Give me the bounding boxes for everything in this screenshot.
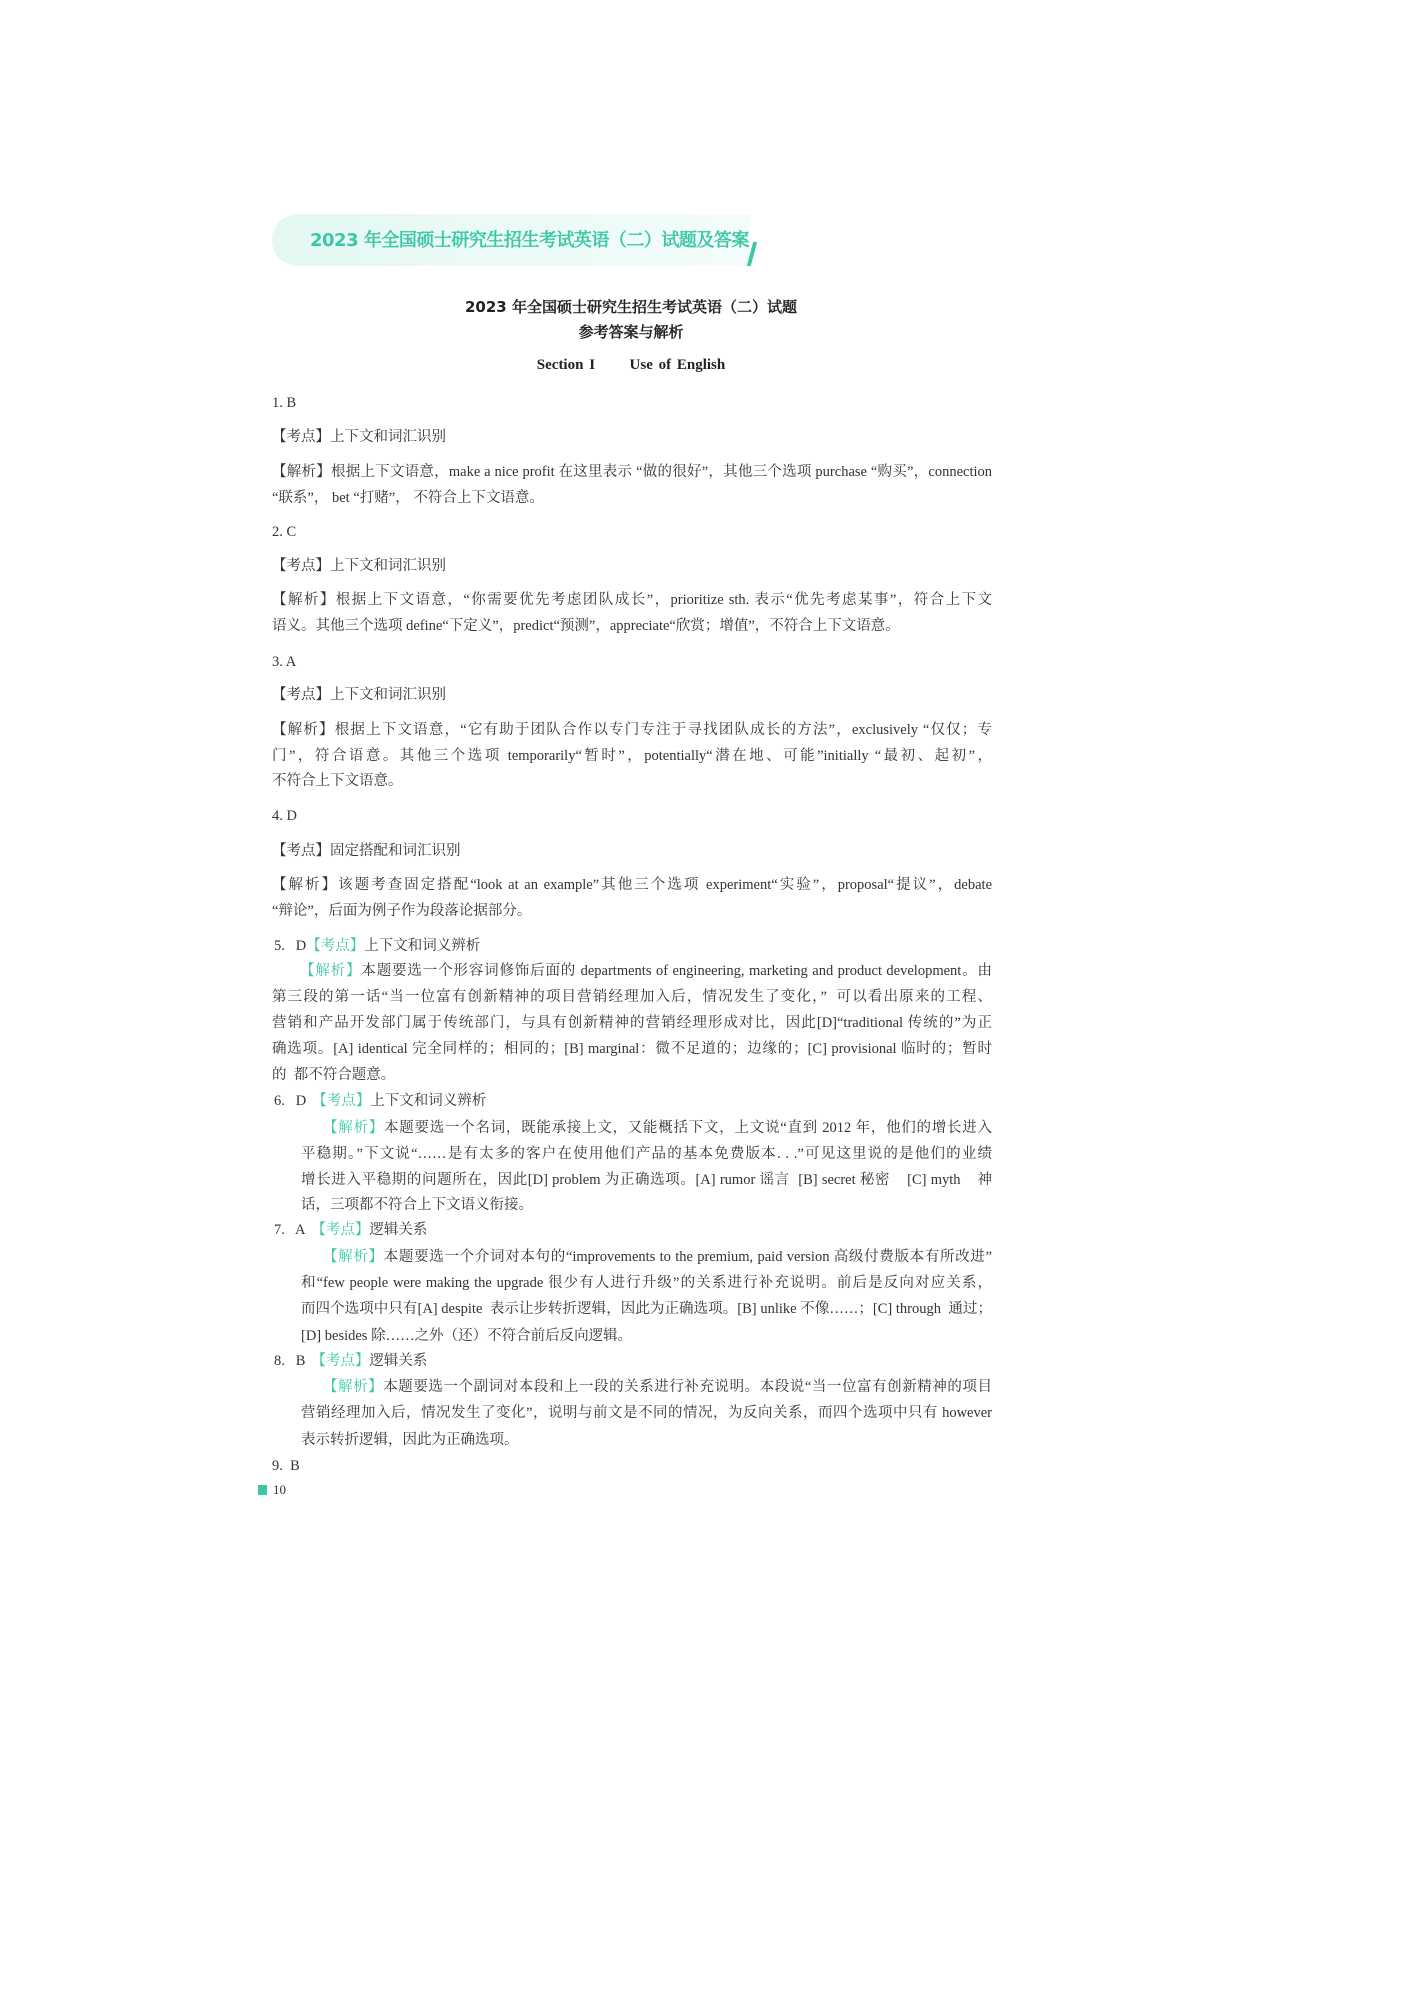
answer-number: 3. A	[272, 654, 297, 670]
analysis-text: 而四个选项中只有[A] despite 表示让步转折逻辑，因此为正确选项。[B] unlike 不像……；[C] through 通过；	[301, 1301, 992, 1317]
answer-number: 4. D	[272, 808, 297, 824]
document-subtitle: 参考答案与解析	[578, 323, 684, 341]
analysis-text: “联系”， bet “打赌”， 不符合上下文语意。	[272, 490, 544, 506]
analysis-line	[272, 876, 992, 894]
analysis-line	[323, 1248, 992, 1266]
analysis-line	[272, 591, 992, 609]
analysis-line	[300, 962, 992, 980]
kaodian-text: 上下文和词汇识别	[330, 687, 446, 703]
answer-header	[274, 1352, 427, 1370]
analysis-text: 营销和产品开发部门属于传统部门，与具有创新精神的营销经理形成对比，因此[D]“traditional 传统的”为正	[272, 1015, 992, 1031]
jiexi-tag: 【解析】	[272, 722, 335, 738]
analysis-line	[323, 1378, 992, 1396]
analysis-text: “辩论”，后面为例子作为段落论据部分。	[272, 903, 532, 919]
document-title: 2023 年全国硕士研究生招生考试英语（二）试题	[465, 298, 797, 316]
analysis-line	[272, 489, 992, 507]
answer-number: 6. D	[274, 1093, 307, 1109]
header-banner	[272, 214, 750, 266]
analysis-line	[301, 1431, 992, 1449]
analysis-line	[301, 1171, 992, 1189]
analysis-text: [D] besides 除……之外（还）不符合前后反向逻辑。	[301, 1328, 633, 1344]
jiexi-tag: 【解析】	[323, 1120, 384, 1136]
analysis-line	[301, 1274, 992, 1292]
answer-header	[274, 937, 480, 955]
jiexi-tag: 【解析】	[272, 592, 336, 608]
analysis-text: 平稳期。”下文说“……是有太多的客户在使用他们产品的基本免费版本. . .”可见这里说的是他们的业绩	[301, 1146, 992, 1162]
analysis-text: 该题考查固定搭配“look at an example”其他三个选项 experiment“实验”，proposal“提议”，debate	[338, 877, 992, 893]
analysis-line	[272, 772, 992, 790]
kaodian-tag: 【考点】	[312, 1093, 371, 1109]
analysis-text: 话，三项都不符合上下文语义衔接。	[301, 1197, 533, 1213]
kaodian-tag: 【考点】	[306, 938, 365, 954]
answer-number: 5. D	[274, 938, 307, 954]
analysis-text: 和“few people were making the upgrade 很少有人进行升级”的关系进行补充说明。前后是反向对应关系，	[301, 1275, 992, 1291]
kaodian-text: 上下文和词汇识别	[330, 429, 446, 445]
answer-number: 7. A	[274, 1222, 306, 1238]
analysis-text: 本题要选一个副词对本段和上一段的关系进行补充说明。本段说“当一位富有创新精神的项目	[383, 1379, 992, 1395]
analysis-text: 根据上下文语意，make a nice profit 在这里表示 “做的很好”，其他三个选项 purchase “购买”，connection	[330, 464, 992, 480]
kaodian-tag: 【考点】	[311, 1222, 370, 1238]
kaodian-tag: 【考点】	[272, 687, 330, 703]
kaodian-line	[272, 428, 446, 446]
analysis-line	[272, 902, 992, 920]
answer-number: 8. B	[274, 1353, 306, 1369]
analysis-text: 根据上下文语意，“它有助于团队合作以专门专注于寻找团队成长的方法”，exclusively “仅仅；专	[334, 722, 992, 738]
page-number: 10	[273, 1482, 286, 1497]
kaodian-tag: 【考点】	[311, 1353, 370, 1369]
kaodian-tag: 【考点】	[272, 429, 330, 445]
answer-number: 1. B	[272, 395, 297, 411]
kaodian-text: 上下文和词义辨析	[370, 1093, 487, 1109]
analysis-line	[272, 721, 992, 739]
analysis-line	[301, 1300, 992, 1318]
analysis-text: 门”，符合语意。其他三个选项 temporarily“暂时”，potentially“潜在地、可能”initially “最初、起初”，	[272, 748, 992, 764]
analysis-text: 的 都不符合题意。	[272, 1067, 396, 1083]
kaodian-text: 上下文和词汇识别	[330, 558, 446, 574]
jiexi-tag: 【解析】	[300, 963, 362, 979]
analysis-line	[272, 747, 992, 765]
analysis-line	[323, 1119, 992, 1137]
analysis-line	[272, 988, 992, 1006]
analysis-line	[272, 1066, 992, 1084]
analysis-text: 语义。其他三个选项 define“下定义”，predict“预测”，appreciate“欣赏；增值”，不符合上下文语意。	[272, 618, 900, 634]
analysis-line	[301, 1196, 992, 1214]
kaodian-line	[272, 842, 461, 860]
jiexi-tag: 【解析】	[323, 1249, 384, 1265]
analysis-text: 本题要选一个形容词修饰后面的 departments of engineering, marketing and product development。由	[361, 963, 992, 979]
kaodian-text: 逻辑关系	[369, 1353, 428, 1369]
analysis-text: 第三段的第一话“当一位富有创新精神的项目营销经理加入后，情况发生了变化，” 可以看出原来的工程、	[272, 989, 992, 1005]
answer-header	[274, 1221, 427, 1239]
kaodian-tag: 【考点】	[272, 843, 330, 859]
analysis-line	[272, 617, 992, 635]
answer-header	[274, 1092, 486, 1110]
kaodian-text: 逻辑关系	[369, 1222, 428, 1238]
kaodian-tag: 【考点】	[272, 558, 330, 574]
jiexi-tag: 【解析】	[323, 1379, 384, 1395]
analysis-text: 确选项。[A] identical 完全同样的；相同的；[B] marginal：微不足道的；边缘的；[C] provisional 临时的；暂时	[272, 1041, 992, 1057]
analysis-text: 根据上下文语意，“你需要优先考虑团队成长”，prioritize sth. 表示“优先考虑某事”，符合上下文	[335, 592, 992, 608]
analysis-text: 表示转折逻辑，因此为正确选项。	[301, 1432, 519, 1448]
kaodian-line	[272, 557, 446, 575]
page-marker	[258, 1485, 267, 1495]
analysis-line	[301, 1327, 992, 1345]
analysis-line	[301, 1404, 992, 1422]
jiexi-tag: 【解析】	[272, 464, 331, 480]
section-heading: Section I Use of English	[536, 357, 726, 373]
analysis-text: 营销经理加入后，情况发生了变化”，说明与前文是不同的情况，为反向关系，而四个选项中只有 however	[301, 1405, 992, 1421]
answer-number: 2. C	[272, 524, 297, 540]
analysis-line	[301, 1145, 992, 1163]
jiexi-tag: 【解析】	[272, 877, 339, 893]
answer-number: 9. B	[272, 1458, 300, 1474]
analysis-text: 本题要选一个介词对本句的“improvements to the premium, paid version 高级付费版本有所改进”	[383, 1249, 992, 1265]
analysis-text: 本题要选一个名词，既能承接上文，又能概括下文，上文说“直到 2012 年，他们的增长进入	[383, 1120, 992, 1136]
analysis-text: 不符合上下文语意。	[272, 773, 403, 789]
analysis-line	[272, 1040, 992, 1058]
analysis-line	[272, 463, 992, 481]
kaodian-line	[272, 686, 446, 704]
kaodian-text: 上下文和词义辨析	[364, 938, 481, 954]
banner-title: 2023 年全国硕士研究生招生考试英语（二）试题及答案	[310, 230, 749, 251]
analysis-text: 增长进入平稳期的问题所在，因此[D] problem 为正确选项。[A] rumor 谣言 [B] secret 秘密 [C] myth 神	[301, 1172, 992, 1188]
analysis-line	[272, 1014, 992, 1032]
kaodian-text: 固定搭配和词汇识别	[330, 843, 461, 859]
